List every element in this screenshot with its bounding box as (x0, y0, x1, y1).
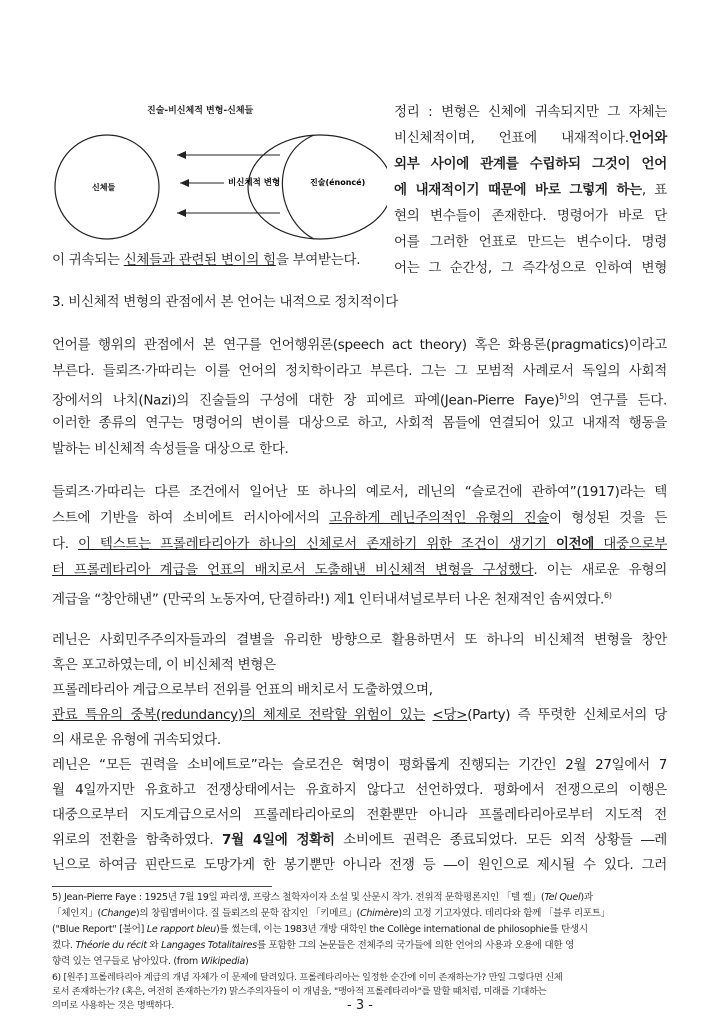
diagram-title: 진술-비신체적 변형-신체들 (147, 106, 254, 116)
p3-line-8: 대중으로부터 지도계급으로서의 프롤레타리아로의 전환뿐만 아니라 프롤레타리아로부터 지도적 전 (52, 807, 667, 823)
footnote-5-line-1: 5) Jean-Pierre Faye : 1925년 7월 19일 파리생, 프랑스 철학자이자 소설 및 산문시 작가. 전위적 문학평론지인 「텔 켈」(Tel Quel)과 (52, 892, 593, 903)
p1-line-1: 언어를 행위의 관점에서 본 연구를 언어행위론(speech act theory) 혹은 화용론(pragmatics)이라고 (52, 337, 667, 353)
right-line-5: 현의 변수들이 존재한다. 명령어가 바로 단 (394, 208, 667, 224)
arrow-top-head (177, 151, 186, 159)
p3-line-9: 위로의 전환을 함축하였다. 7월 4일에 정확히 소비에트 권력은 종료되었다. 모든 외적 상황들 ―레 (52, 832, 668, 848)
p2-line-3: 다. 이 텍스트는 프롤레타리아가 하나의 신체로서 존재하기 위한 조건이 생기기 이전에 대중으로부 (52, 536, 667, 552)
footnote-5-line-5: 향력 있는 연구들로 남아있다. (from Wikipedia) (52, 956, 249, 967)
p3-line-3: 프롤레타리아 계급으로부터 전위를 언표의 배치로서 도출하였으며, (52, 682, 433, 698)
p2-line-4: 터 프롤레타리아 계급을 언표의 배치로서 도출해낸 비신체적 변형을 구성했다. 이는 새로운 유형의 (52, 562, 667, 578)
right-line-7: 어는 그 순간성, 그 즉각성으로 인하여 변형 (394, 260, 667, 276)
footnote-5-line-3: ("Blue Report" [불어] Le rapport bleu)를 썼는데, 이는 1983년 개방 대학인 the Collège international de philosophie를 탄생시 (52, 924, 588, 935)
arrow-bottom-head (177, 209, 186, 217)
middle-label: 비신체적 변형 (228, 178, 281, 188)
p3-line-6: 레닌은 “모든 권력을 소비에트로”라는 슬로건은 혁명이 평화롭게 진행되는 기간인 2월 27일에서 7 (52, 757, 667, 773)
p3-line-2: 혹은 포고하였는데, 이 비신체적 변형은 (52, 657, 276, 673)
right-line-1: 정리 : 변형은 신체에 귀속되지만 그 자체는 (394, 104, 667, 120)
divider-curve (282, 135, 314, 239)
right-line-6: 어를 그러한 언표로 만드는 변수이다. 명령 (394, 234, 667, 250)
right-line-3: 외부 사이에 관계를 수립하되 그것이 언어 (394, 156, 667, 172)
p3-line-5: 의 새로운 유형에 귀속되었다. (52, 732, 221, 748)
right-label: 진술(énoncé) (310, 178, 366, 187)
page-number: - 3 - (347, 998, 373, 1013)
footnote-5-line-2: 「체인지」(Change)의 창립멤버이다. 질 들뢰즈의 문학 잡지인 「키메르」(Chimère)의 고정 기고자였다. 데리다와 함께 「블루 리포트」 (52, 908, 611, 919)
right-line-2: 비신체적이며, 언표에 내재적이다.언어와 (394, 130, 667, 146)
footnote-6-line-3: 의미로 사용하는 것은 명백하다. (52, 1000, 174, 1011)
right-line-4: 에 내재적이기 때문에 바로 그렇게 하는, 표 (394, 182, 667, 198)
p3-line-7: 월 4일까지만 유효하고 전쟁상태에서는 유효하지 않다고 선언하였다. 평화에서 전쟁으로의 이행은 (52, 782, 667, 798)
diagram (52, 95, 387, 265)
p1-line-4: 이러한 종류의 연구는 명령어의 변이를 대상으로 하고, 사회적 몸들에 연결되어 있고 내재적 행동을 (52, 415, 667, 431)
footnote-6-line-2: 로서 존재하는가? (혹은, 여전히 존재하는가?) 맑스주의자들이 이 개념을, "맹아적 프롤레타리아"를 말할 때처럼, 미래를 기대하는 (52, 986, 547, 997)
p1-line-2: 부른다. 들뢰즈·가따리는 이를 언어의 정치학이라고 부른다. 그는 그 모범적 사례로서 독일의 사회적 (52, 363, 667, 379)
footnote-separator (52, 886, 272, 887)
line-after-diagram: 이 귀속되는 신체들과 관련된 변이의 힘을 부여받는다. (52, 252, 361, 268)
left-label: 신체들 (92, 183, 116, 192)
p2-line-1: 들뢰즈·가따리는 다른 조건에서 일어난 또 하나의 예로서, 레닌의 “슬로건에 관하여”(1917)라는 텍 (52, 484, 667, 500)
p1-line-5: 발하는 비신체적 속성들을 대상으로 한다. (52, 441, 289, 457)
p3-line-10: 닌으로 하여금 핀란드로 도망가게 한 봉기뿐만 아니라 전쟁 등 ―이 원인으로 제시될 수 있다. 그러 (52, 857, 667, 873)
p2-line-2: 스트에 기반을 하여 소비에트 러시아에서의 고유하게 레닌주의적인 유형의 진술이 형성된 것을 든 (52, 510, 668, 526)
p1-line-3: 장에서의 나치(Nazi)의 진술들의 구성에 대한 장 피에르 파예(Jean-Pierre Faye)$^{5)}$의 연구를 든다. (52, 392, 668, 409)
p2-line-5: 계급을 “창안해낸” (만국의 노동자여, 단결하라!) 제1 인터내셔널로부터 나온 천재적인 솜씨였다.$^{6)}$ (52, 591, 612, 608)
p3-line-1: 레닌은 사회민주주의자들과의 결별을 유리한 방향으로 활용하면서 또 하나의 비신체적 변형을 창안 (52, 632, 667, 648)
p3-line-4: 관료 특유의 중복(redundancy)의 체제로 전락할 위험이 있는 <당>(Party) 즉 뚜렷한 신체로서의 당 (52, 707, 668, 723)
diagram-graphic (52, 95, 387, 265)
footnote-6-line-1: 6) [원주] 프롤레타리아 계급의 개념 자체가 이 문제에 달려있다. 프롤레타리아는 일정한 순간에 이미 존재하는가? 만일 그렇다면 신체 (52, 972, 563, 983)
footnote-5-line-4: 켰다. Théorie du récit 와 Langages Totalitaires를 포함한 그의 논문들은 전체주의 국가들에 의한 언어의 사용과 오용에 대한 영 (52, 940, 575, 951)
section-heading: 3. 비신체적 변형의 관점에서 본 언어는 내적으로 정치적이다 (52, 294, 399, 310)
arrow-middle-head (180, 179, 189, 187)
